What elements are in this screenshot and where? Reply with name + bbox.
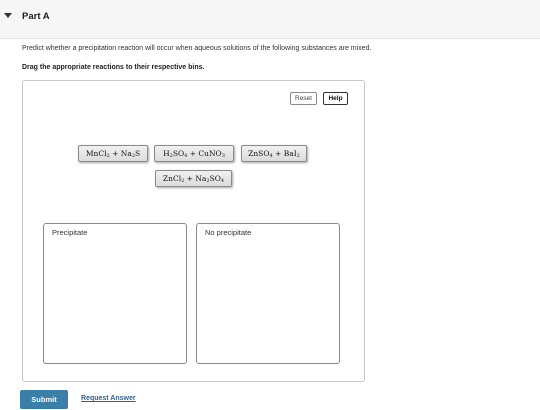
part-header[interactable] [0,0,540,39]
no-precipitate-bin-label: No precipitate [205,228,252,237]
submit-button[interactable]: Submit [20,390,68,409]
question-prompt: Predict whether a precipitation reaction will occur when aqueous solutions of the following substances are mixed. [22,45,372,52]
reaction-tile-h2so4-cuno3[interactable]: $H_2SO_4$ + CuNO$_3$ [154,145,234,162]
reaction-tile-zncl2-na2so4[interactable]: ZnCl$_2$ + $Na_2SO_4$ [155,170,232,187]
request-answer-link[interactable]: Request Answer [81,395,136,402]
part-title: Part A [22,11,50,22]
precipitate-bin-label: Precipitate [52,228,88,237]
reset-button[interactable]: Reset [290,92,317,105]
reaction-tile-mncl2-na2s[interactable]: MnCl$_2$ + $Na_2S$ [78,145,148,162]
reaction-tile-znso4-bai2[interactable]: ZnSO$_4$ + BaI$_2$ [241,145,307,162]
precipitate-bin[interactable] [43,223,187,364]
help-button[interactable]: Help [323,92,348,105]
no-precipitate-bin[interactable] [196,223,340,364]
collapse-caret-icon[interactable] [4,13,12,18]
drag-instruction: Drag the appropriate reactions to their respective bins. [22,64,205,71]
